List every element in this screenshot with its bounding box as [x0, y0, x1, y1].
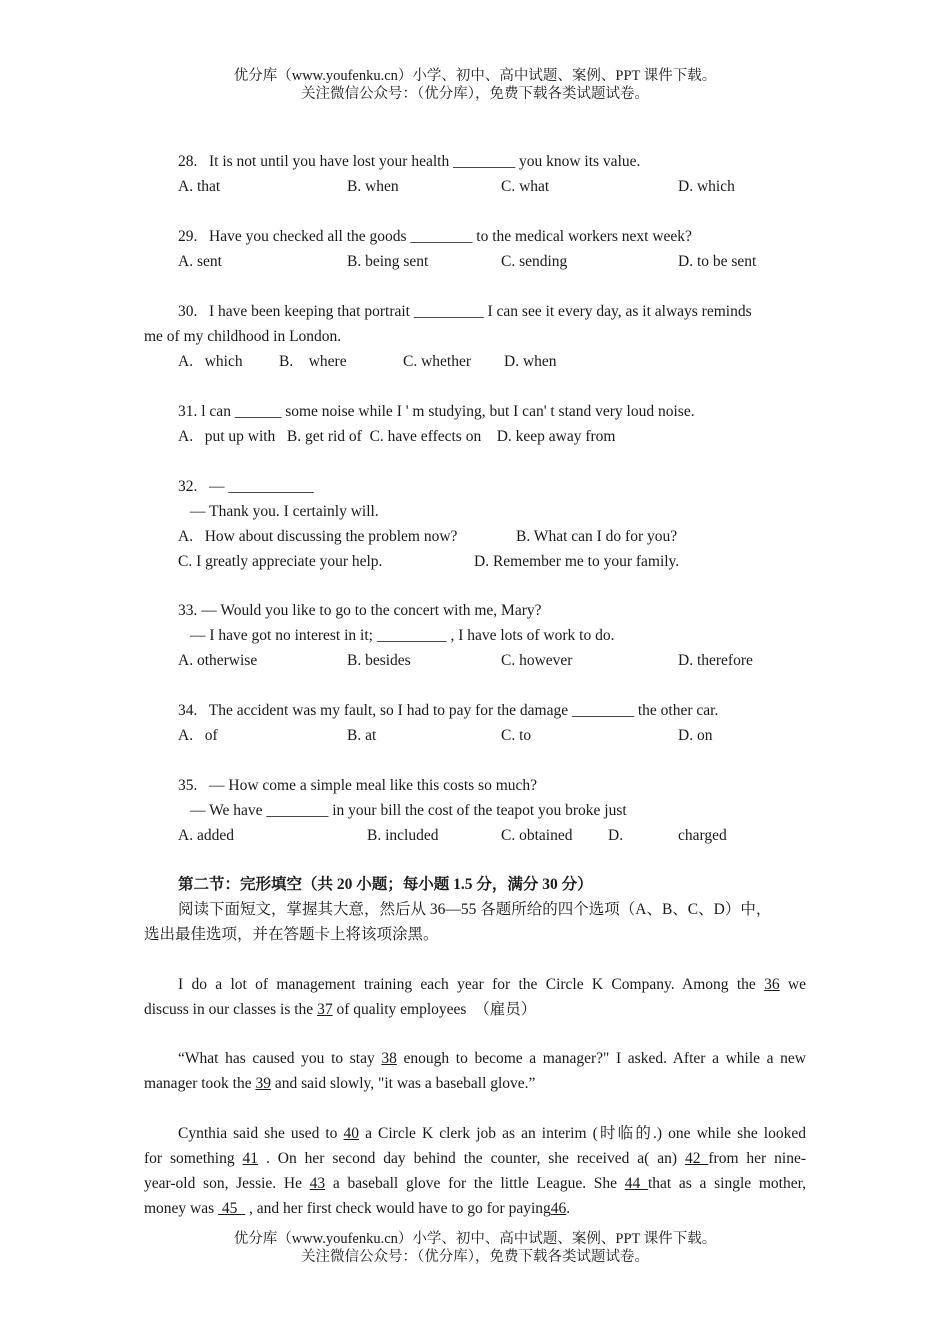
- q34-option-c: C. to: [501, 727, 532, 744]
- q32-reply: — Thank you. I certainly will.: [190, 503, 379, 520]
- passage-p2-line1: “What has caused you to stay 38 enough to become a manager?" I asked. After a while a new: [178, 1050, 806, 1067]
- blank-43: 43: [309, 1175, 326, 1192]
- blank-45: 45: [218, 1200, 246, 1217]
- q30-stem: 30. I have been keeping that portrait _________ I can see it every day, as it always reminds: [178, 303, 752, 320]
- blank-40: 40: [343, 1125, 359, 1142]
- q35-option-d-text: charged: [678, 827, 727, 844]
- q28-option-d: D. which: [678, 178, 735, 195]
- section-2-instruction-2: 选出最佳选项，并在答题卡上将该项涂黑。: [144, 926, 439, 943]
- header-line-1: 优分库（www.youfenku.cn）小学、初中、高中试题、案例、PPT 课件下载。: [233, 68, 717, 84]
- q31-options: A. put up with B. get rid of C. have effects on D. keep away from: [178, 428, 616, 445]
- q34-option-b: B. at: [347, 727, 377, 744]
- passage-p1-line1: I do a lot of management training each year for the Circle K Company. Among the 36 we: [178, 976, 806, 993]
- q35-stem: 35. — How come a simple meal like this costs so much?: [178, 777, 538, 794]
- q32-stem: 32. — ___________: [178, 478, 314, 495]
- passage-p3-line1: Cynthia said she used to 40 a Circle K clerk job as an interim (时临的.) one while she looked: [178, 1125, 806, 1142]
- q34-option-d: D. on: [678, 727, 713, 744]
- q29-stem: 29. Have you checked all the goods ________ to the medical workers next week?: [178, 228, 692, 245]
- blank-39: 39: [255, 1075, 271, 1092]
- q34-option-a: A. of: [178, 727, 218, 744]
- header-line-2: 关注微信公众号：（优分库），免费下载各类试题试卷。: [301, 86, 649, 102]
- q33-stem: 33. — Would you like to go to the concert with me, Mary?: [178, 602, 542, 619]
- q29-option-c: C. sending: [501, 253, 568, 270]
- q29-option-b: B. being sent: [347, 253, 429, 270]
- q28-option-b: B. when: [347, 178, 399, 195]
- q32-option-b: B. What can I do for you?: [516, 528, 678, 545]
- q31-stem: 31. l can ______ some noise while I ' m studying, but I can' t stand very loud noise.: [178, 403, 695, 420]
- blank-36: 36: [764, 976, 780, 993]
- q30-option-b: B. where: [279, 353, 347, 370]
- passage-p2-line2: manager took the 39 and said slowly, "it was a baseball glove.”: [144, 1075, 536, 1092]
- footer-line-1: 优分库（www.youfenku.cn）小学、初中、高中试题、案例、PPT 课件下载。: [233, 1231, 717, 1247]
- q33-option-a: A. otherwise: [178, 652, 258, 669]
- q33-reply: — I have got no interest in it; _________ , I have lots of work to do.: [190, 627, 615, 644]
- footer-line-2: 关注微信公众号：（优分库），免费下载各类试题试卷。: [301, 1249, 649, 1265]
- passage-p3-line4: money was 45 , and her first check would have to go for paying46.: [144, 1200, 571, 1217]
- blank-37: 37: [317, 1001, 333, 1018]
- q35-option-d-label: D.: [608, 827, 624, 844]
- q35-option-c: C. obtained: [501, 827, 573, 844]
- q35-option-b: B. included: [367, 827, 439, 844]
- section-2-instruction-1: 阅读下面短文，掌握其大意，然后从 36—55 各题所给的四个选项（A、B、C、D）中，: [178, 901, 772, 918]
- q29-option-d: D. to be sent: [678, 253, 757, 270]
- q30-option-d: D. when: [504, 353, 557, 370]
- q33-option-c: C. however: [501, 652, 573, 669]
- blank-42: 42: [684, 1150, 709, 1167]
- q28-option-a: A. that: [178, 178, 221, 195]
- q35-option-a: A. added: [178, 827, 234, 844]
- q32-option-d: D. Remember me to your family.: [474, 553, 680, 570]
- blank-44: 44: [624, 1175, 648, 1192]
- blank-41: 41: [242, 1150, 259, 1167]
- section-2-title: 第二节：完形填空（共 20 小题；每小题 1.5 分，满分 30 分）: [178, 876, 593, 893]
- q35-reply: — We have ________ in your bill the cost of the teapot you broke just: [190, 802, 627, 819]
- q33-option-d: D. therefore: [678, 652, 753, 669]
- q30-option-c: C. whether: [403, 353, 472, 370]
- q30-stem-continued: me of my childhood in London.: [144, 328, 342, 345]
- q34-stem: 34. The accident was my fault, so I had to pay for the damage ________ the other car.: [178, 702, 719, 719]
- blank-46: 46: [550, 1200, 567, 1217]
- q30-option-a: A. which: [178, 353, 243, 370]
- blank-38: 38: [381, 1050, 397, 1067]
- passage-p3-line3: year-old son, Jessie. He 43 a baseball glove for the little League. She 44 that as a single mother,: [144, 1175, 806, 1192]
- q29-option-a: A. sent: [178, 253, 222, 270]
- q32-option-c: C. I greatly appreciate your help.: [178, 553, 383, 570]
- passage-p3-line2: for something 41 . On her second day behind the counter, she received a( an) 42 from her nine-: [144, 1150, 806, 1167]
- passage-p1-line2: discuss in our classes is the 37 of quality employees （雇员）: [144, 1001, 537, 1018]
- q32-option-a: A. How about discussing the problem now?: [178, 528, 458, 545]
- q28-option-c: C. what: [501, 178, 550, 195]
- q28-stem: 28. It is not until you have lost your health ________ you know its value.: [178, 153, 641, 170]
- q33-option-b: B. besides: [347, 652, 411, 669]
